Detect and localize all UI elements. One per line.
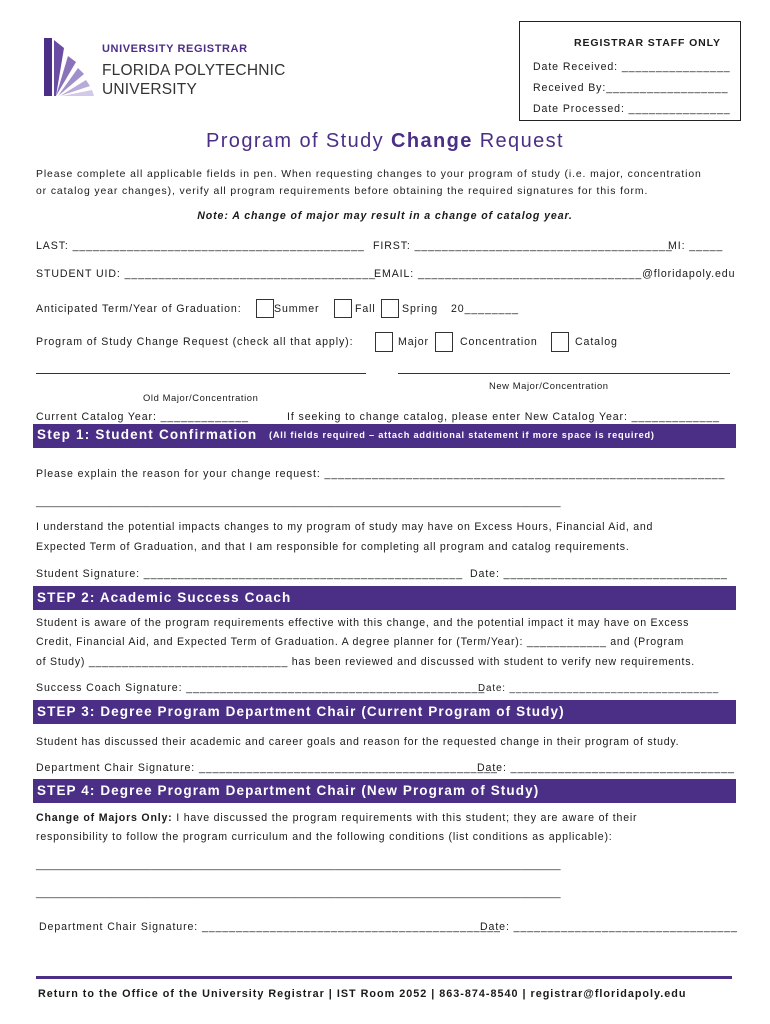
step4-header [33,779,736,803]
wing-logo-icon [42,34,100,100]
footer-divider [36,976,732,979]
intro-line1: Please complete all applicable fields in pen. When requesting changes to your program of study (i.e. major, concentration [36,169,702,180]
fall-label: Fall [355,303,376,315]
step4-line1 [36,812,637,824]
received-by-field[interactable]: Received By:__________________ [533,82,729,94]
logo-line2: FLORIDA POLYTECHNIC [102,62,286,79]
first-name-field[interactable]: FIRST: ______________________________________ [373,240,673,252]
title-part2: Change [390,130,473,152]
chair-new-signature-field[interactable]: Department Chair Signature: ____________________________________________ [39,921,501,933]
chair-current-date-field[interactable]: Date: _________________________________ [477,762,735,774]
catalog-label: Catalog [575,336,618,348]
concentration-label: Concentration [460,336,538,348]
step1-subtitle: (All fields required – attach additional statement if more space is required) [269,430,655,440]
page-title [0,130,770,153]
footer-contact [38,988,686,1000]
title-part3: Request [472,130,564,152]
student-uid-field[interactable]: STUDENT UID: _____________________________________ [36,268,376,280]
change-type-label: Program of Study Change Request (check all that apply): [36,336,354,348]
step2-line2[interactable]: Credit, Financial Aid, and Expected Term of Graduation. A degree planner for (Term/Year): ____________ and (Program [36,636,685,648]
registrar-staff-box [519,21,741,121]
step4-line2: responsibility to follow the program curriculum and the following conditions (list conditions as applicable): [36,831,613,843]
date-received-field[interactable]: Date Received: ________________ [533,61,731,73]
step3-line1: Student has discussed their academic and career goals and reason for the requested change in their program of study. [36,736,680,748]
chair-current-signature-field[interactable]: Department Chair Signature: ____________________________________________ [36,762,498,774]
footer-part3: | IST Room 2052 | 863-874-8540 | registrar@floridapoly.edu [324,988,687,1000]
reason-field[interactable]: Please explain the reason for your change request: ___________________________________________________________ [36,468,726,480]
intro-line2: or catalog year changes), verify all program requirements before obtaining the required signatures for this form. [36,186,649,197]
step4-line1-text: I have discussed the program requirements with this student; they are aware of their [172,812,638,824]
current-catalog-field[interactable]: Current Catalog Year: _____________ [36,411,249,423]
footer-part1: Return to the Office of the [38,988,203,1000]
step2-line1: Student is aware of the program requirements effective with this change, and the potential impact it may have on Excess [36,617,690,629]
step3-header [33,700,736,724]
step1-header [33,424,736,448]
title-part1: Program of Study [206,130,391,152]
footer-registrar: University Registrar [202,988,325,1000]
new-major-line[interactable] [398,373,730,374]
old-major-line[interactable] [36,373,366,374]
middle-initial-field[interactable]: MI: _____ [668,240,724,252]
email-field[interactable]: EMAIL: _________________________________@floridapoly.edu [374,268,736,280]
date-processed-field[interactable]: Date Processed: _______________ [533,103,731,115]
understand-line2: Expected Term of Graduation, and that I am responsible for completing all program and catalog requirements. [36,541,630,553]
concentration-checkbox[interactable] [435,332,453,352]
graduation-year-field[interactable]: 20________ [451,303,519,315]
conditions-blank-line1[interactable]: ___________________________________________________________________________________________ [36,860,561,871]
student-signature-field[interactable]: Student Signature: _______________________________________________ [36,568,464,580]
graduation-label: Anticipated Term/Year of Graduation: [36,303,242,315]
major-checkbox[interactable] [375,332,393,352]
staff-title: REGISTRAR STAFF ONLY [574,37,721,49]
conditions-blank-line2[interactable]: ___________________________________________________________________________________________ [36,888,561,899]
step1-title: Step 1: Student Confirmation [37,427,258,442]
chair-new-date-field[interactable]: Date: _________________________________ [480,921,738,933]
new-catalog-field[interactable]: If seeking to change catalog, please enter New Catalog Year: _____________ [287,411,720,423]
major-label: Major [398,336,429,348]
coach-date-field[interactable]: Date: _________________________________ [478,683,720,694]
student-date-field[interactable]: Date: _________________________________ [470,568,728,580]
spring-label: Spring [402,303,439,315]
spring-checkbox[interactable] [381,299,399,318]
catalog-checkbox[interactable] [551,332,569,352]
catalog-note: Note: A change of major may result in a change of catalog year. [197,210,573,222]
new-major-label: New Major/Concentration [489,380,609,391]
summer-label: Summer [274,303,320,315]
understand-line1: I understand the potential impacts changes to my program of study may have on Excess Hours, Financial Aid, and [36,521,654,533]
step4-title: STEP 4: Degree Program Department Chair (New Program of Study) [37,783,540,798]
step4-bold-lead: Change of Majors Only: [36,812,173,824]
fall-checkbox[interactable] [334,299,352,318]
logo [42,34,287,100]
last-name-field[interactable]: LAST: ___________________________________________ [36,240,365,252]
reason-blank-line[interactable]: ___________________________________________________________________________________________ [36,497,561,508]
summer-checkbox[interactable] [256,299,274,318]
old-major-label: Old Major/Concentration [143,392,259,403]
step2-line3[interactable]: of Study) ______________________________ has been reviewed and discussed with student to verify new requirements. [36,656,695,668]
logo-line1: UNIVERSITY REGISTRAR [102,43,248,55]
coach-signature-field[interactable]: Success Coach Signature: ____________________________________________ [36,682,486,694]
logo-line3: UNIVERSITY [102,81,198,98]
step3-title: STEP 3: Degree Program Department Chair (Current Program of Study) [37,704,565,719]
step2-title: STEP 2: Academic Success Coach [37,590,292,605]
step2-header [33,586,736,610]
